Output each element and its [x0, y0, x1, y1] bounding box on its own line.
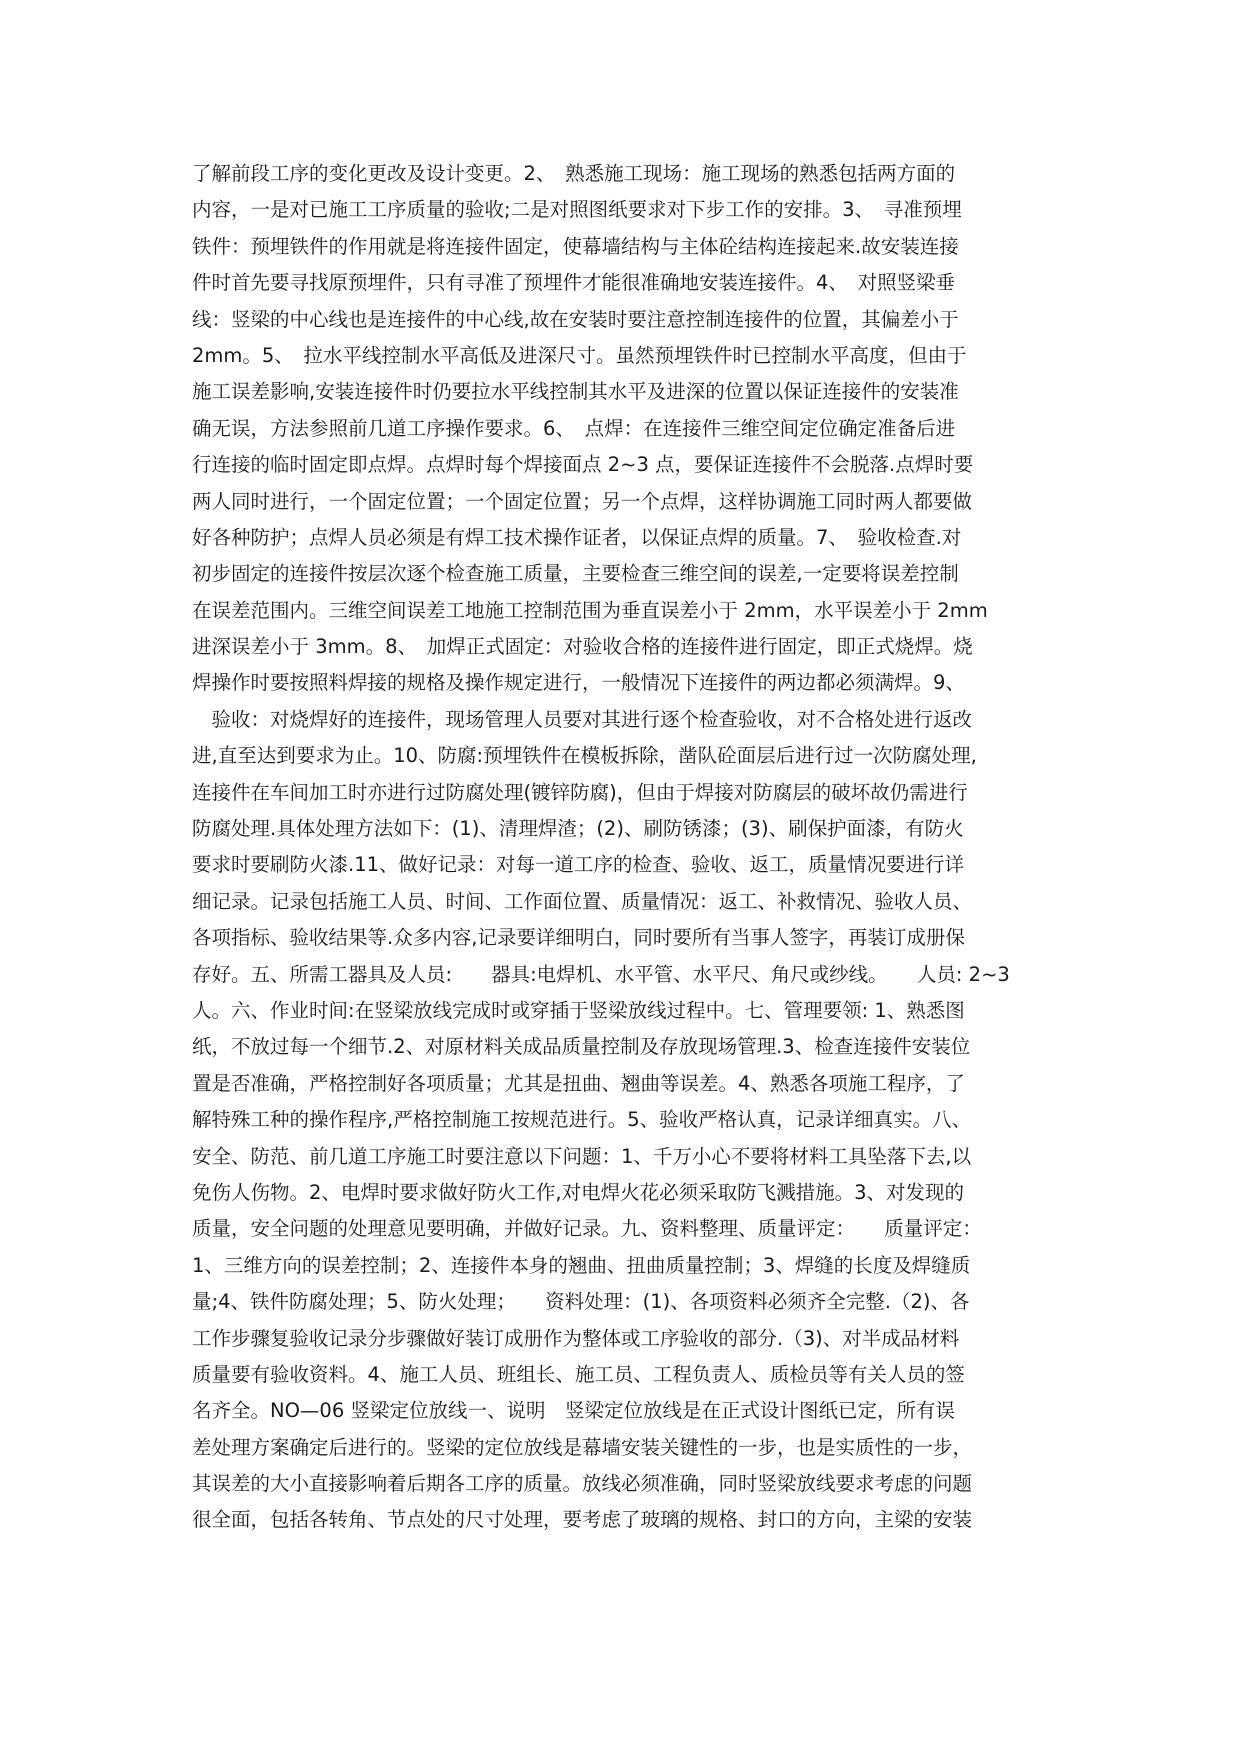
text-line: 各项指标、验收结果等.众多内容,记录要详细明白，同时要所有当事人签字，再装订成册保: [192, 926, 965, 950]
text-line: 施工误差影响,安装连接件时仍要拉水平线控制其水平及进深的位置以保证连接件的安装准: [192, 380, 959, 404]
text-line: 焊操作时要按照料焊接的规格及操作规定进行，一般情况下连接件的两边都必须满焊。9、: [192, 671, 965, 695]
text-line: 进,直至达到要求为止。10、防腐:预埋铁件在模板拆除，凿队砼面层后进行过一次防腐处理,: [192, 744, 977, 768]
text-line: 工作步骤复验收记录分步骤做好装订成册作为整体或工序验收的部分.（3)、对半成品材料: [192, 1326, 960, 1350]
text-line: 铁件：预埋铁件的作用就是将连接件固定，使幕墙结构与主体砼结构连接起来.故安装连接: [192, 234, 959, 258]
text-line: 量;4、铁件防腐处理；5、防火处理； 资料处理：(1)、各项资料必须齐全完整.（2)、各: [192, 1290, 970, 1314]
text-line: 质量，安全问题的处理意见要明确，并做好记录。九、资料整理、质量评定： 质量评定：: [192, 1217, 982, 1241]
body-text: [192, 156, 1062, 1539]
text-line: 件时首先要寻找原预埋件，只有寻准了预埋件才能很准确地安装连接件。4、 对照竖梁垂: [192, 271, 956, 295]
text-line: 置是否准确，严格控制好各项质量；尤其是扭曲、翘曲等误差。4、熟悉各项施工程序，了: [192, 1071, 965, 1095]
text-line: 很全面，包括各转角、节点处的尺寸处理，要考虑了玻璃的规格、封口的方向，主梁的安装: [192, 1508, 973, 1532]
text-line: 确无误，方法参照前几道工序操作要求。6、 点焊：在连接件三维空间定位确定准备后进: [192, 416, 956, 440]
text-line: 初步固定的连接件按层次逐个检查施工质量，主要检查三维空间的误差,一定要将误差控制: [192, 562, 959, 586]
text-line: 2mm。5、 拉水平线控制水平高低及进深尺寸。虽然预埋铁件时已控制水平高度，但由于: [192, 343, 967, 367]
text-line: 纸，不放过每一个细节.2、对原材料关成品质量控制及存放现场管理.3、检查连接件安装位: [192, 1035, 971, 1059]
text-line: 线：竖梁的中心线也是连接件的中心线,故在安装时要注意控制连接件的位置，其偏差小于: [192, 307, 959, 331]
text-line: 两人同时进行，一个固定位置；一个固定位置；另一个点焊，这样协调施工同时两人都要做: [192, 489, 973, 513]
text-line: 差处理方案确定后进行的。竖梁的定位放线是幕墙安装关键性的一步，也是实质性的一步，: [192, 1435, 973, 1459]
text-line: 连接件在车间加工时亦进行过防腐处理(镀锌防腐)，但由于焊接对防腐层的破坏故仍需进行: [192, 780, 968, 804]
text-line: 存好。五、所需工器具及人员: 器具:电焊机、水平管、水平尺、角尺或纱线。 人员: 2~3: [192, 962, 1010, 986]
text-line: 了解前段工序的变化更改及设计变更。2、 熟悉施工现场：施工现场的熟悉包括两方面的: [192, 162, 956, 185]
text-line: 行连接的临时固定即点焊。点焊时每个焊接面点 2~3 点，要保证连接件不会脱落.点焊时要: [192, 453, 974, 477]
text-line: 进深误差小于 3mm。8、 加焊正式固定：对验收合格的连接件进行固定，即正式烧焊。烧: [192, 635, 973, 659]
text-line: 细记录。记录包括施工人员、时间、工作面位置、质量情况：返工、补救情况、验收人员、: [192, 889, 973, 913]
text-line: 人。六、作业时间:在竖梁放线完成时或穿插于竖梁放线过程中。七、管理要领: 1、熟悉图: [192, 998, 965, 1022]
text-line: 1、三维方向的误差控制；2、连接件本身的翘曲、扭曲质量控制；3、焊缝的长度及焊缝质: [192, 1253, 971, 1277]
text-line: 其误差的大小直接影响着后期各工序的质量。放线必须准确，同时竖梁放线要求考虑的问题: [192, 1472, 973, 1496]
text-line: 内容，一是对已施工工序质量的验收;二是对照图纸要求对下步工作的安排。3、 寻准预埋: [192, 198, 962, 222]
text-line: 质量要有验收资料。4、施工人员、班组长、施工员、工程负责人、质检员等有关人员的签: [192, 1362, 965, 1386]
text-line: 安全、防范、前几道工序施工时要注意以下问题：1、千万小心不要将材料工具坠落下去,以: [192, 1144, 972, 1168]
text-line: 要求时要刷防火漆.11、做好记录：对每一道工序的检查、验收、返工，质量情况要进行详: [192, 853, 965, 877]
text-line: 名齐全。NO—06 竖梁定位放线一、说明 竖梁定位放线是在正式设计图纸已定，所有误: [192, 1399, 955, 1423]
text-line: 好各种防护；点焊人员必须是有焊工技术操作证者，以保证点焊的质量。7、 验收检查.对: [192, 525, 962, 549]
text-line: 在误差范围内。三维空间误差工地施工控制范围为垂直误差小于 2mm，水平误差小于 2mm: [192, 598, 988, 622]
text-line: 免伤人伤物。2、电焊时要求做好防火工作,对电焊火花必须采取防飞溅措施。3、对发现的: [192, 1180, 965, 1204]
text-line: 防腐处理.具体处理方法如下：(1)、清理焊渣；(2)、刷防锈漆；(3)、刷保护面漆，有防火: [192, 817, 964, 841]
text-line: 解特殊工种的操作程序,严格控制施工按规范进行。5、验收严格认真，记录详细真实。八、: [192, 1108, 972, 1132]
text-line: 验收：对烧焊好的连接件，现场管理人员要对其进行逐个检查验收，对不合格处进行返改: [192, 707, 973, 731]
